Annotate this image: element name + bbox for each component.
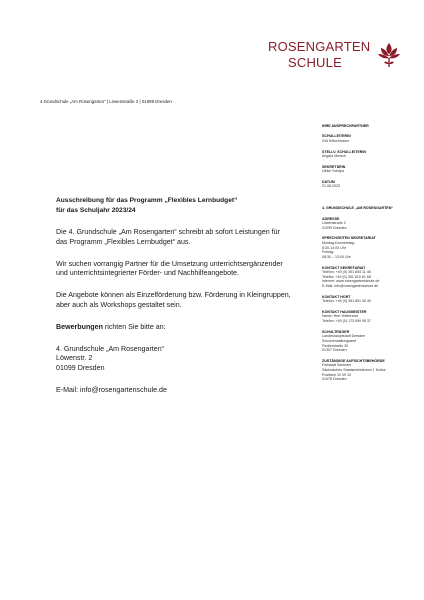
letter-title [56, 196, 292, 215]
application-address-line: 01099 Dresden [56, 364, 105, 373]
office-website: Internet: www.rosengartenschule.de [322, 279, 380, 284]
school-logo [268, 40, 404, 72]
secretary-name: Ulrike Schöps [322, 169, 345, 174]
address-line: Löwenstraße 2 [322, 221, 346, 226]
supervisory-authority-line: Postfach 10 09 10 [322, 372, 351, 377]
application-email: E-Mail: info@rosengartenschule.de [56, 385, 167, 394]
date-value: 21.08.2023 [322, 184, 340, 189]
school-authority-line: Fiedlerstraße 30 [322, 343, 349, 348]
office-phone: Telefon: +49 (0) 351 804 11 46 [322, 270, 371, 275]
logo-line-2: SCHULE [288, 55, 342, 70]
letter-body [56, 196, 292, 408]
office-contact-label: KONTAKT SEKRETARIAT [322, 265, 366, 270]
logo-line-1: ROSENGARTEN [268, 39, 371, 54]
application-text: richten Sie bitte an: [102, 322, 166, 331]
supervisory-authority-line: Freistaat Sachsen [322, 363, 351, 368]
office-hours-line: Montag-Donnerstag: [322, 240, 355, 245]
sender-address-line: 4.Grundschule „Am Rosengarten“ | Löwenstraße 2 | 01099 Dresden [40, 99, 172, 104]
caretaker-name: Name: Herr Hillebrand [322, 314, 358, 319]
school-authority-label: SCHULTRÄGER [322, 329, 350, 334]
office-hours-line: 8:30-14:00 Uhr [322, 245, 346, 250]
hort-contact-label: KONTAKT HORT [322, 294, 351, 299]
office-hours-label: SPRECHZEITEN SEKRETARIAT [322, 236, 376, 241]
deputy-principal-label: STELLV. SCHULLEITERIN [322, 149, 366, 154]
supervisory-authority-line: Sächsisches Staatsministerium f. Kultus [322, 368, 386, 373]
principal-label: SCHULLEITERIN [322, 134, 351, 139]
address-label: ADRESSE [322, 216, 340, 221]
school-authority-line: 01307 Dresden [322, 348, 347, 353]
contacts-heading: IHRE ANSPRECHPARTNER [322, 124, 369, 128]
address-line: 01099 Dresden [322, 225, 347, 230]
supervisory-authority-line: 01076 Dresden [322, 377, 347, 382]
application-address-line: 4. Grundschule „Am Rosengarten“ [56, 344, 165, 353]
school-authority-line: Landeshauptstadt Dresden [322, 334, 366, 339]
application-address [56, 345, 292, 374]
deputy-principal-name: Angela Morsch [322, 154, 346, 159]
hort-phone: Telefon: +49 (0) 351 801 30 40 [322, 299, 372, 304]
office-hours-line: Freitag: [322, 250, 335, 255]
rose-icon [375, 40, 403, 72]
school-heading: 4. GRUNDSCHULE „AM ROSENGARTEN“ [322, 206, 394, 211]
letter-title-line-1: Ausschreibung für das Programm „Flexibles Lernbudget“ [56, 197, 238, 204]
application-intro [56, 323, 292, 333]
caretaker-contact-label: KONTAKT HAUSMEISTER [322, 309, 367, 314]
partner-paragraph: Wir suchen vorrangig Partner für die Umsetzung unterrichtsergänzender und unterrichtsintegrierter Förder- und Nachhilfeangebote. [56, 259, 283, 278]
secretary-label: SEKRETÄRIN [322, 164, 346, 169]
format-paragraph: Die Angebote können als Einzelförderung bzw. Förderung in Kleingruppen, aber auch als Workshops gestaltet sein. [56, 291, 291, 309]
office-fax: Telefax: +49 (0) 351 810 61 68 [322, 274, 371, 279]
date-label: DATUM [322, 179, 335, 184]
school-authority-line: Schulverwaltungsamt [322, 338, 357, 343]
application-bold-word: Bewerbungen [56, 322, 103, 331]
contact-sidebar [322, 124, 412, 388]
application-address-line: Löwenstr. 2 [56, 354, 93, 363]
office-email: E-Mail: info@rosengartenschule.de [322, 284, 379, 289]
office-hours-line: 08:30 – 13:00 Uhr [322, 254, 351, 259]
supervisory-authority-label: ZUSTÄNDIGE AUFSICHTSBEHÖRDE [322, 358, 385, 363]
letter-title-line-2: für das Schuljahr 2023/24 [56, 206, 136, 214]
principal-name: Grit Hölschmann [322, 138, 349, 143]
caretaker-phone: Telefon: +49 (0) 173 699 95 37 [322, 319, 372, 324]
intro-paragraph: Die 4. Grundschule „Am Rosengarten“ schreibt ab sofort Leistungen für das Programm „Flexibles Lernbudget“ aus. [56, 228, 280, 246]
